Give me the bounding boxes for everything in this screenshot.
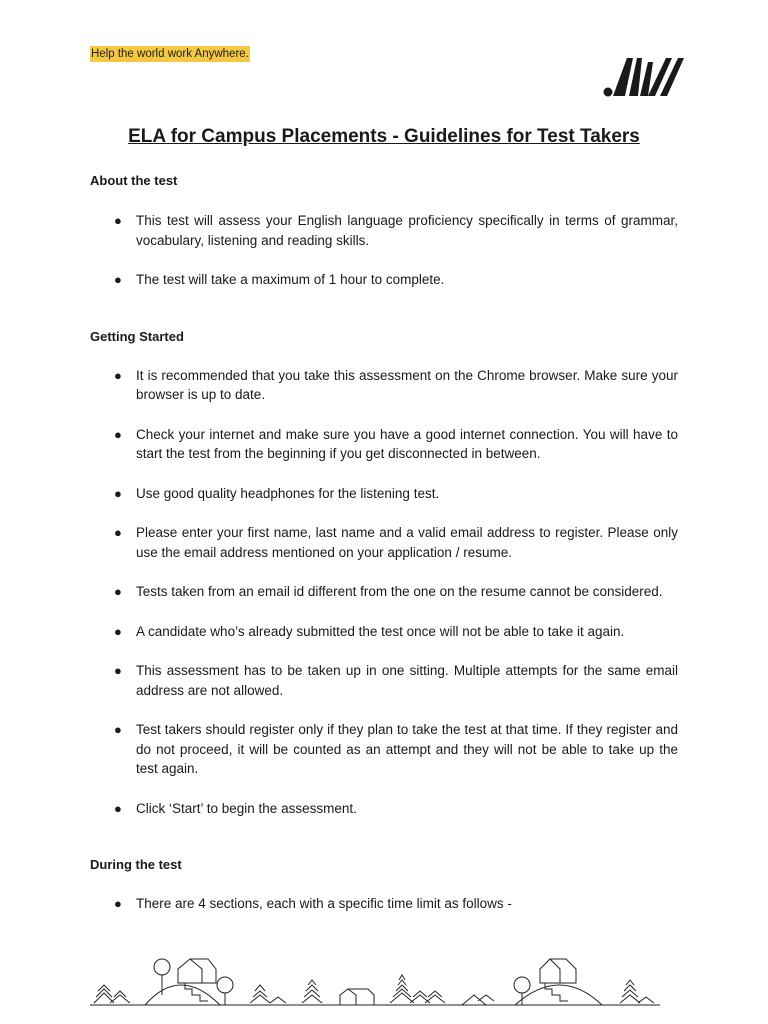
list-item-text: Tests taken from an email id different from the one on the resume cannot be considered. — [136, 584, 663, 599]
aw-logo-icon — [600, 52, 686, 100]
list-item — [90, 484, 678, 504]
about-list — [90, 211, 678, 290]
section-during — [90, 856, 678, 914]
bullet-icon: ● — [114, 800, 122, 816]
bullet-icon: ● — [114, 485, 122, 501]
list-item-text: Click ‘Start’ to begin the assessment. — [136, 800, 357, 816]
page-title: ELA for Campus Placements - Guidelines for Test Takers — [128, 126, 640, 147]
list-item — [90, 661, 678, 700]
list-item-text: Please enter your first name, last name and a valid email address to register. Please only use the email address mentioned on your application / resume. — [136, 525, 678, 560]
list-item — [90, 211, 678, 250]
bullet-icon: ● — [114, 272, 122, 287]
list-item — [90, 366, 678, 405]
section-heading-about: About the test — [90, 173, 178, 188]
getting-started-list — [90, 366, 678, 819]
document-body — [90, 172, 678, 914]
section-heading-during: During the test — [90, 857, 182, 872]
list-item-text: This assessment has to be taken up in one sitting. Multiple attempts for the same email address are not allowed. — [136, 663, 678, 698]
list-item-text: A candidate who’s already submitted the test once will not be able to take it again. — [136, 623, 625, 639]
list-item — [90, 622, 678, 642]
list-item-text: The test will take a maximum of 1 hour to complete. — [136, 272, 445, 287]
during-list — [90, 894, 678, 914]
list-item-text: Use good quality headphones for the listening test. — [136, 485, 440, 501]
list-item — [90, 799, 678, 819]
list-item-text: There are 4 sections, each with a specific time limit as follows - — [136, 896, 512, 911]
list-item-text: Check your internet and make sure you have a good internet connection. You will have to start the test from the beginning if you get disconnected in between. — [136, 426, 678, 461]
section-getting-started — [90, 328, 678, 819]
tagline: Help the world work Anywhere. — [91, 48, 249, 60]
bullet-icon: ● — [114, 367, 122, 383]
list-item — [90, 582, 678, 602]
list-item-text: It is recommended that you take this assessment on the Chrome browser. Make sure your browser is up to date. — [136, 367, 678, 402]
bullet-icon: ● — [114, 525, 122, 540]
section-about — [90, 172, 678, 290]
bullet-icon: ● — [114, 584, 122, 599]
list-item — [90, 425, 678, 464]
list-item-text: This test will assess your English language proficiency specifically in terms of grammar, vocabulary, listening and reading skills. — [136, 213, 678, 248]
bullet-icon: ● — [114, 663, 122, 678]
list-item — [90, 523, 678, 562]
bullet-icon: ● — [114, 426, 122, 442]
list-item — [90, 720, 678, 779]
section-heading-getting-started: Getting Started — [90, 328, 184, 344]
list-item-text: Test takers should register only if they plan to take the test at that time. If they register and do not proceed, it will be counted as an attempt and they will not be able to take up the test again. — [136, 722, 678, 776]
bullet-icon: ● — [114, 896, 122, 911]
bullet-icon: ● — [114, 722, 122, 737]
landscape-illustration-icon — [90, 955, 660, 1007]
bullet-icon: ● — [114, 213, 122, 228]
list-item — [90, 270, 678, 290]
bullet-icon: ● — [114, 623, 122, 639]
list-item — [90, 894, 678, 914]
